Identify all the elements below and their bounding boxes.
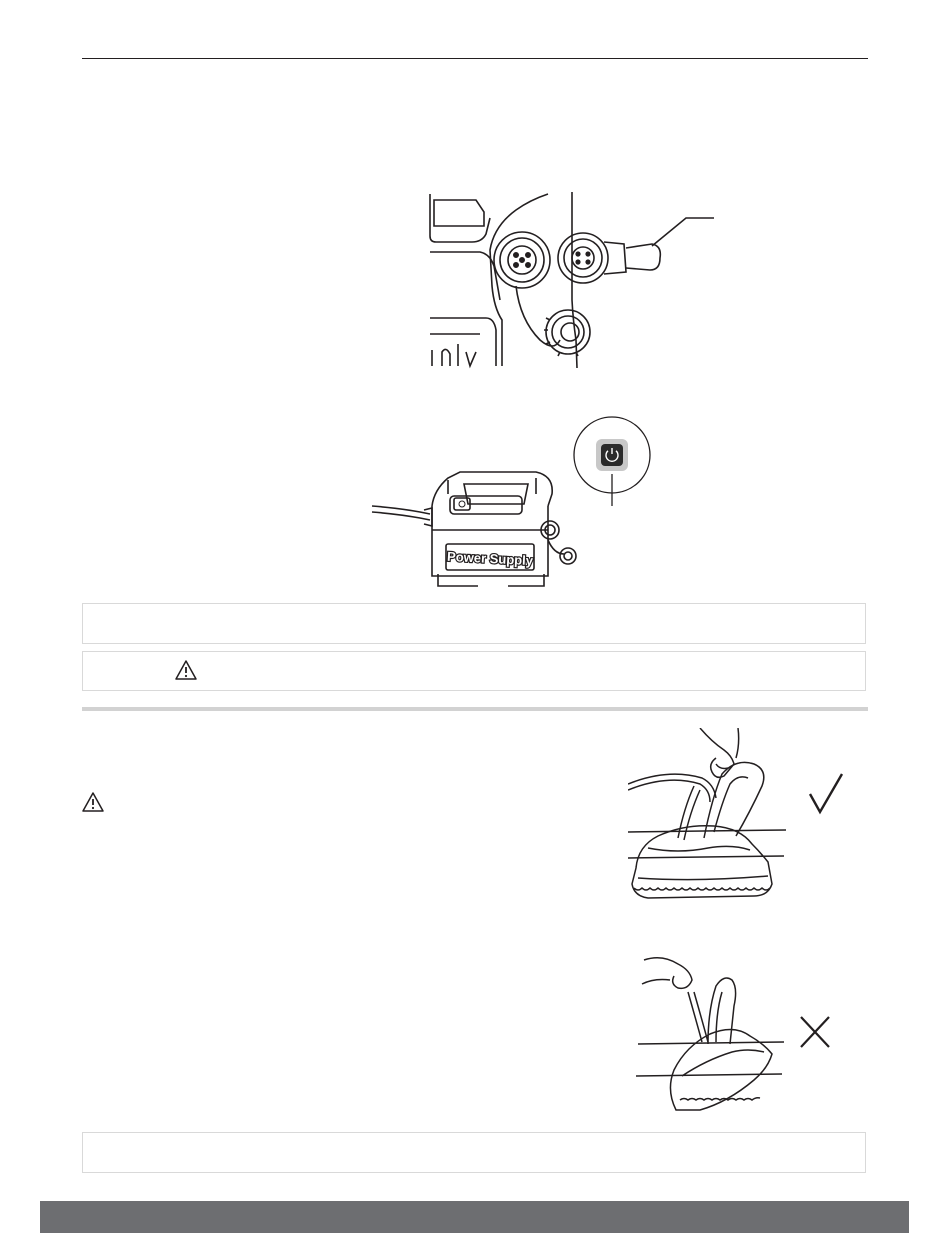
power-supply-illustration	[368, 410, 668, 595]
cross-mark-icon	[798, 1014, 832, 1050]
power-supply-label: Power Supply	[446, 548, 534, 569]
section-divider	[82, 707, 868, 711]
warning-note-box	[82, 651, 866, 691]
header-rule	[82, 58, 868, 59]
check-mark-icon	[806, 772, 846, 816]
correct-lift-illustration	[628, 728, 788, 906]
connector-illustration	[420, 190, 720, 370]
footer-bar	[40, 1201, 909, 1233]
note-box	[82, 603, 866, 644]
power-button-icon	[601, 444, 623, 466]
note-box	[82, 1132, 866, 1173]
warning-triangle-icon	[81, 791, 105, 813]
incorrect-lift-illustration	[636, 950, 786, 1115]
warning-triangle-icon	[174, 659, 198, 681]
